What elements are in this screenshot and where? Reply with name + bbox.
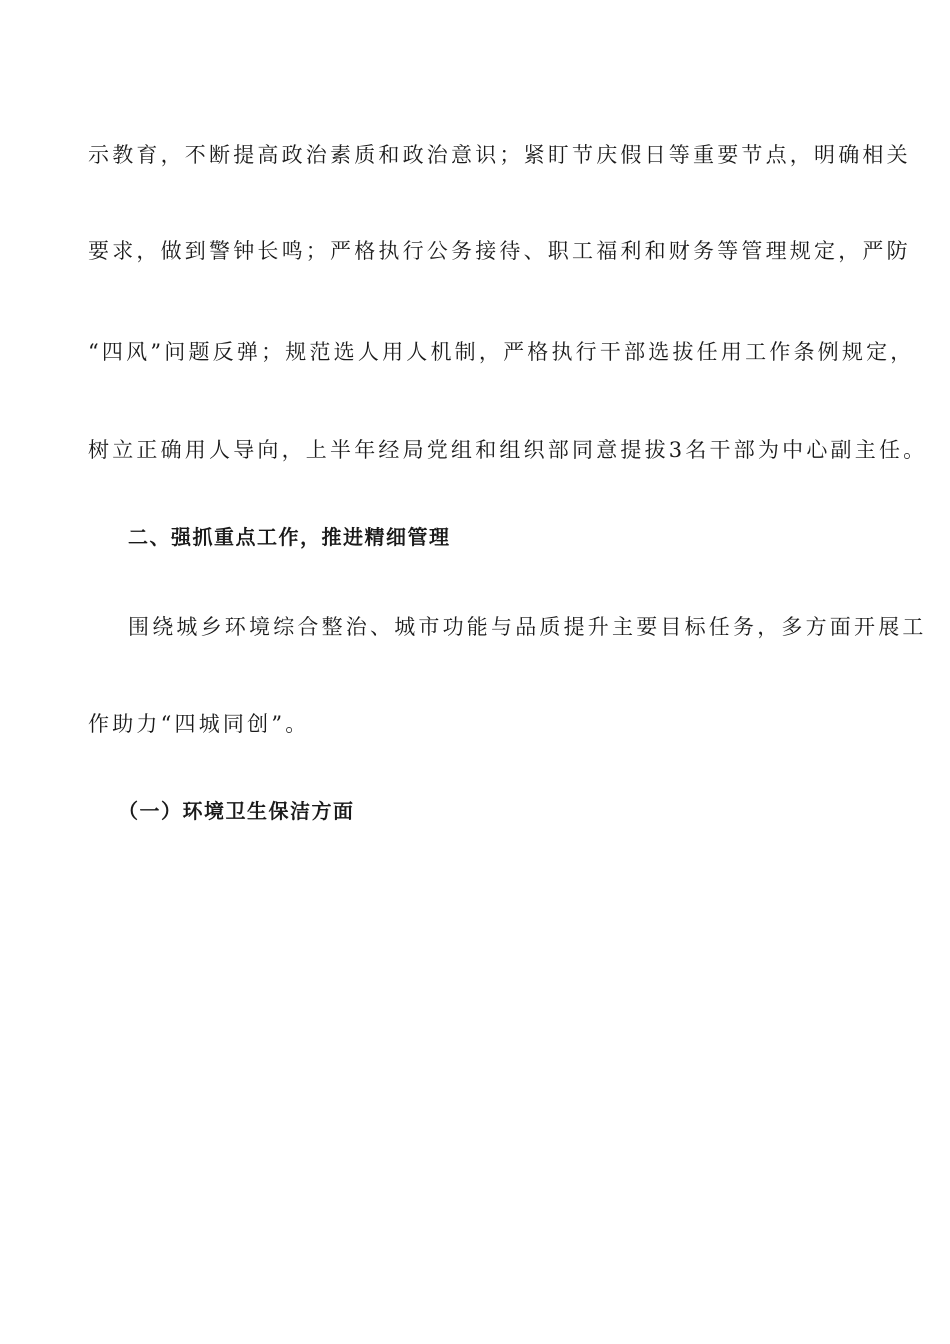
subsection-heading: （一）环境卫生保洁方面 [118, 799, 355, 823]
body-text-line: 围绕城乡环境综合整治、城市功能与品质提升主要目标任务，多方面开展工 [128, 615, 927, 639]
body-text-line: 要求，做到警钟长鸣；严格执行公务接待、职工福利和财务等管理规定，严防 [88, 239, 911, 263]
body-text-line: 示教育，不断提高政治素质和政治意识；紧盯节庆假日等重要节点，明确相关 [88, 143, 911, 167]
body-text-line: 树立正确用人导向，上半年经局党组和组织部同意提拔3名干部为中心副主任。 [88, 438, 928, 462]
section-heading: 二、强抓重点工作，推进精细管理 [128, 525, 451, 549]
body-text-line: 作助力“四城同创”。 [88, 712, 310, 736]
body-text-line: “四风”问题反弹；规范选人用人机制，严格执行干部选拔任用工作条例规定， [88, 340, 915, 364]
